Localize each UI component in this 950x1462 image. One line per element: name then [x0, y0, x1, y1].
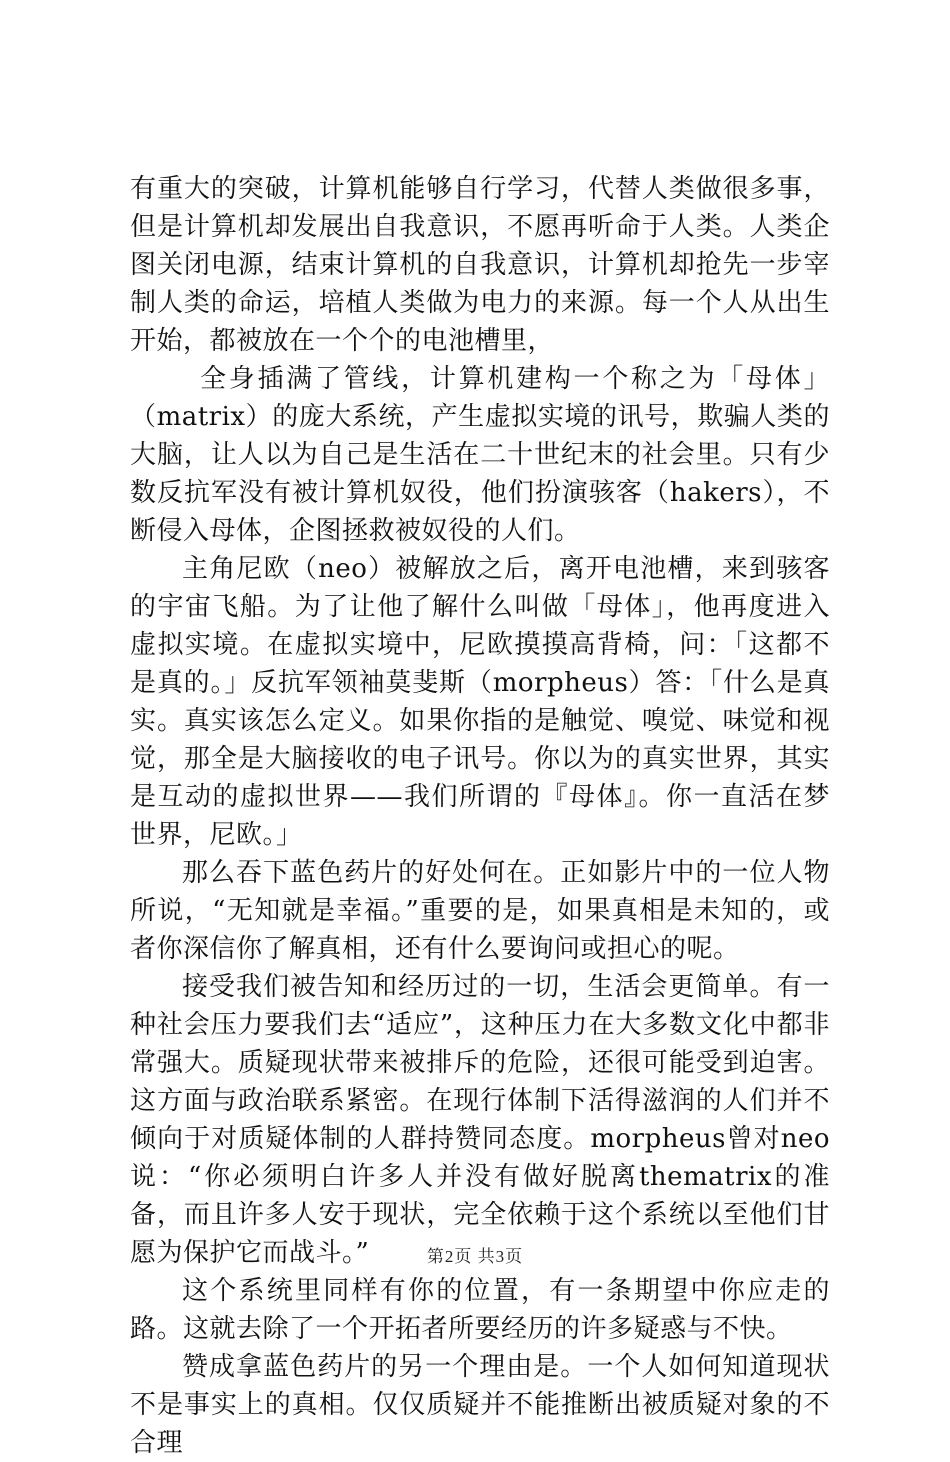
paragraph-5: 接受我们被告知和经历过的一切，生活会更简单。有一种社会压力要我们去“适应”，这种压力在大多数文化中都非常强大。质疑现状带来被排斥的危险，还很可能受到迫害。这方面与政治联系紧密。在现行体制下活得滋润的人们并不倾向于对质疑体制的人群持赞同态度。morpheus曾对neo说：“你必须明白许多人并没有做好脱离thematrix的准备，而且许多人安于现状，完全依赖于这个系统以至他们甘愿为保护它而战斗。” — [130, 972, 830, 1268]
paragraph-1: 有重大的突破，计算机能够自行学习，代替人类做很多事，但是计算机却发展出自我意识，不愿再听命于人类。人类企图关闭电源，结束计算机的自我意识，计算机却抢先一步宰制人类的命运，培植人类做为电力的来源。每一个人从出生开始，都被放在一个个的电池槽里， — [130, 174, 830, 356]
paragraph-3: 主角尼欧（neo）被解放之后，离开电池槽，来到骇客的宇宙飞船。为了让他了解什么叫做「母体」，他再度进入虚拟实境。在虚拟实境中，尼欧摸摸高背椅，问：「这都不是真的。」反抗军领袖莫斐斯（morpheus）答：「什么是真实。真实该怎么定义。如果你指的是触觉、嗅觉、味觉和视觉，那全是大脑接收的电子讯号。你以为的真实世界，其实是互动的虚拟世界——我们所谓的『母体』。你一直活在梦世界，尼欧。」 — [130, 554, 830, 850]
paragraph-4: 那么吞下蓝色药片的好处何在。正如影片中的一位人物所说，“无知就是幸福。”重要的是，如果真相是未知的，或者你深信你了解真相，还有什么要询问或担心的呢。 — [130, 858, 830, 964]
document-body — [130, 170, 830, 1462]
paragraph-2: 全身插满了管线，计算机建构一个称之为「母体」（matrix）的庞大系统，产生虚拟实境的讯号，欺骗人类的大脑，让人以为自己是生活在二十世纪末的社会里。只有少数反抗军没有被计算机奴役，他们扮演骇客（hakers），不断侵入母体，企图拯救被奴役的人们。 — [130, 364, 830, 546]
paragraph-7: 赞成拿蓝色药片的另一个理由是。一个人如何知道现状不是事实上的真相。仅仅质疑并不能推断出被质疑对象的不合理 — [130, 1352, 830, 1458]
page-number-footer: 第2页 共3页 — [426, 1247, 524, 1266]
paragraph-6: 这个系统里同样有你的位置，有一条期望中你应走的路。这就去除了一个开拓者所要经历的许多疑惑与不快。 — [130, 1276, 830, 1344]
